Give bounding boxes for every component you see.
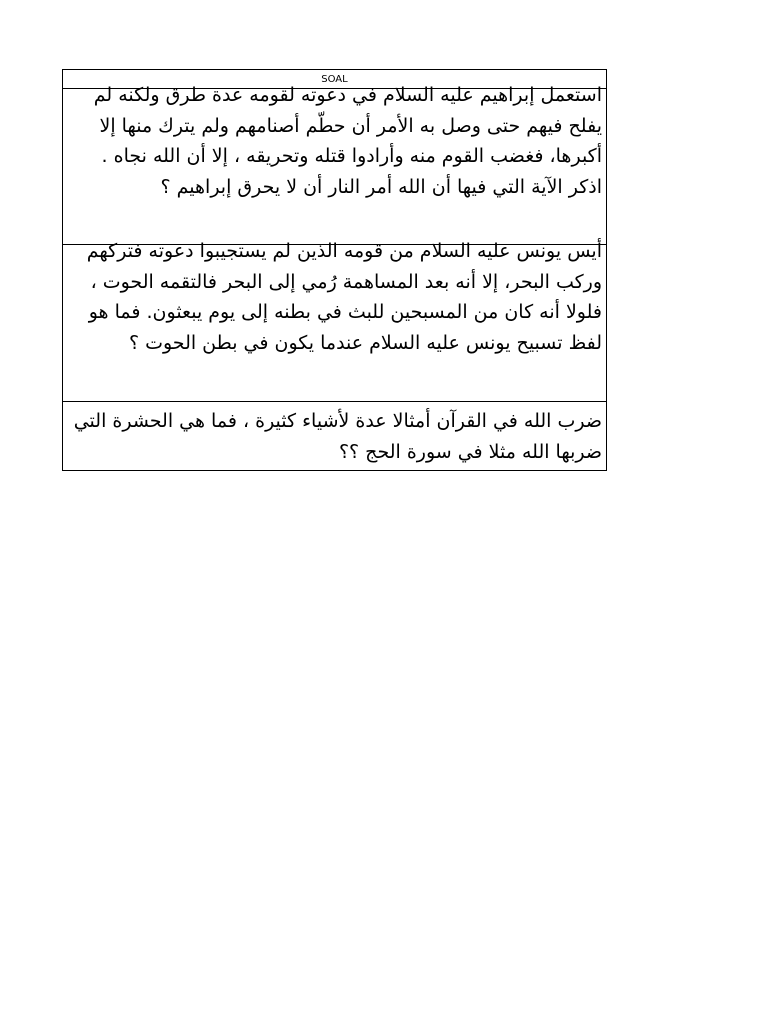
question-text-3: ضرب الله في القرآن أمثالا عدة لأشياء كثيرة ، فما هي الحشرة التي ضربها الله مثلا في سورة الحج ؟؟ [73,410,602,463]
question-text-1: استعمل إبراهيم عليه السلام في دعوته لقومه عدة طرق ولكنه لم يفلح فيهم حتى وصل به الأمر أن حطّم أصنامهم ولم يترك منها إلا أكبرها، فغضب القوم منه وأرادوا قتله وتحريقه ، إلا أن الله نجاه . اذكر الآية التي فيها أن الله أمر النار أن لا يحرق إبراهيم ؟ [93,84,602,198]
question-cell-2 [63,236,606,402]
question-text-2: أيس يونس عليه السلام من قومه الذين لم يستجيبوا دعوته فتركهم وركب البحر، إلا أنه بعد المساهمة رُمي إلى البحر فالتقمه الحوت ، فلولا أنه كان من المسبحين للبث في بطنه إلى يوم يبعثون. فما هو لفظ تسبيح يونس عليه السلام عندما يكون في بطن الحوت ؟ [86,240,602,354]
question-table [62,69,607,471]
question-cell-3 [63,406,606,470]
table-header: SOAL [63,70,606,89]
question-cell-1 [63,80,606,245]
